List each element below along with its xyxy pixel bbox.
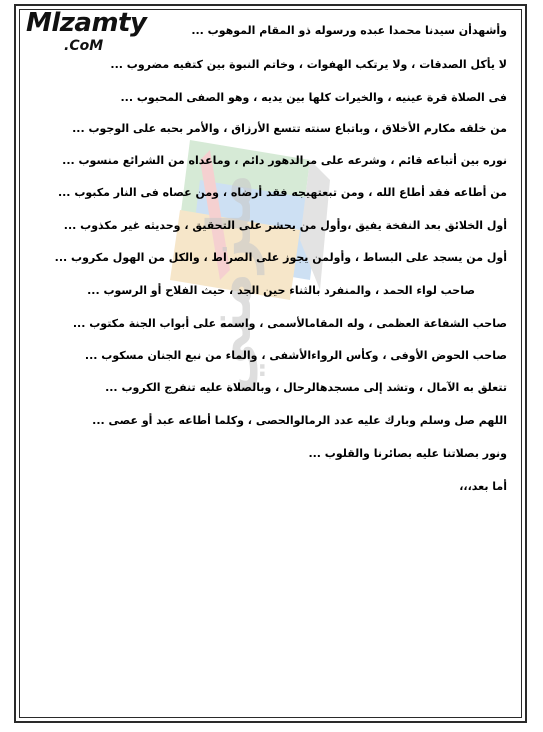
text-line: صاحب لواء الحمد ، والمنفرد بالثناء حين الجد ، حيث الفلاح أو الرسوب ... xyxy=(87,284,475,297)
text-line: أما بعد،،، xyxy=(459,480,507,493)
text-line: تتعلق به الآمال ، وتشد إلى مسجدهالرحال ، وبالصلاة عليه تنفرج الكروب ... xyxy=(105,381,507,394)
text-line: ونور بصلاتنا عليه بصائرنا والقلوب ... xyxy=(308,447,507,460)
text-line: وأشهدأن سيدنا محمدا عبده ورسوله ذو المقام الموهوب ... xyxy=(191,24,507,37)
logo-sub-text: .CoM xyxy=(64,38,104,54)
watermark-text: ملزمتي xyxy=(195,173,265,395)
text-line: لا يأكل الصدقات ، ولا يرتكب الهفوات ، وخاتم النبوة بين كتفيه مضروب ... xyxy=(110,58,507,71)
text-line: فى الصلاة قرة عينيه ، والخيرات كلها بين يديه ، وهو الصفى المحبوب ... xyxy=(120,91,507,104)
page-border-inner xyxy=(19,9,522,718)
text-line: أول من يسجد على البساط ، وأولمن يجوز على الصراط ، والكل من الهول مكروب ... xyxy=(54,251,507,264)
site-logo xyxy=(26,8,146,58)
text-line: أول الخلائق بعد النفخة يفيق ،وأول من يحشر على التحقيق ، وحديثه غير مكذوب ... xyxy=(63,219,507,232)
text-line: صاحب الحوض الأوفى ، وكأس الرواءالأشفى ، والماء من نبع الجنان مسكوب ... xyxy=(84,349,507,362)
text-line: من خلقه مكارم الأخلاق ، وباتباع سنته تتسع الأرزاق ، والأمر بحبه على الوجوب ... xyxy=(72,122,507,135)
text-line: نوره بين أتباعه قائم ، وشرعه على مرالدهور دائم ، وماعداه من الشرائع منسوب ... xyxy=(62,154,507,167)
text-line: من أطاعه فقد أطاع الله ، ومن تبعتهيجه فقد أرضاه ، ومن عصاه فى النار مكبوب ... xyxy=(57,186,507,199)
text-line: صاحب الشفاعة العظمى ، وله المقامالأسمى ، واسمه على أبواب الجنة مكتوب ... xyxy=(72,317,507,330)
text-line: اللهم صل وسلم وبارك عليه عدد الرمالوالحصى ، وكلما أطاعه عبد أو عصى ... xyxy=(92,414,507,427)
logo-main-text: Mlzamty xyxy=(26,8,147,38)
